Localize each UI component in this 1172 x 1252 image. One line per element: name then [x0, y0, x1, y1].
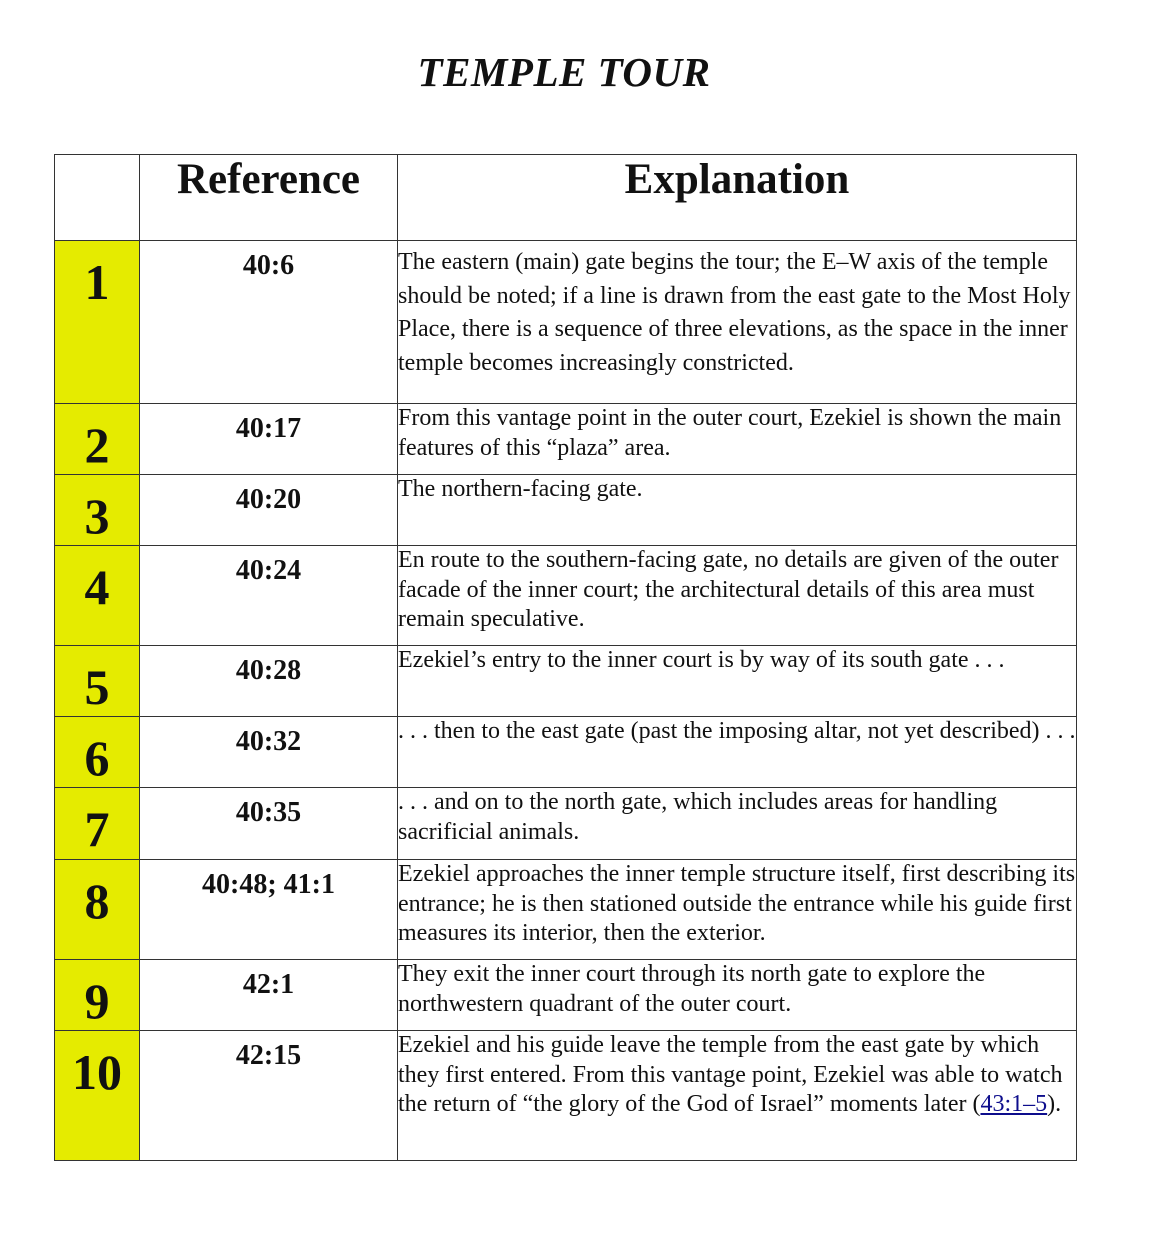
explanation-cell: . . . then to the east gate (past the imposing altar, not yet described) . . .: [398, 717, 1077, 788]
table-header-row: [55, 155, 1077, 241]
explanation-cell: From this vantage point in the outer court, Ezekiel is shown the main features of this “plaza” area.: [398, 404, 1077, 475]
table-row: [55, 646, 1077, 717]
step-number: 9: [84, 973, 110, 1029]
explanation-cell: . . . and on to the north gate, which includes areas for handling sacrificial animals.: [398, 788, 1077, 860]
temple-tour-table: [54, 154, 1077, 1161]
table-row: [55, 546, 1077, 646]
explanation-cell: The northern-facing gate.: [398, 475, 1077, 546]
step-number: 6: [84, 730, 110, 786]
explanation-cell: Ezekiel approaches the inner temple structure itself, first describing its entrance; he is then stationed outside the entrance while his guide first measures its interior, then the exterior.: [398, 860, 1077, 960]
step-number-cell: [55, 788, 140, 860]
reference-text: 40:17: [235, 413, 302, 444]
reference-text: 40:48; 41:1: [202, 869, 335, 900]
step-number-cell: [55, 860, 140, 960]
step-number: 10: [72, 1044, 122, 1100]
table-row: [55, 1031, 1077, 1161]
reference-cell: [140, 960, 398, 1031]
table-row: [55, 475, 1077, 546]
table-row: [55, 960, 1077, 1031]
reference-column-header: Reference: [140, 155, 398, 241]
table-row: [55, 860, 1077, 960]
number-column-header: [55, 155, 140, 241]
reference-cell: [140, 241, 398, 404]
reference-cell: [140, 788, 398, 860]
step-number: 4: [84, 559, 110, 615]
step-number: 2: [84, 417, 110, 473]
reference-cell: [140, 1031, 398, 1161]
step-number-cell: [55, 1031, 140, 1161]
step-number-cell: [55, 960, 140, 1031]
step-number: 8: [84, 873, 110, 929]
step-number-cell: [55, 717, 140, 788]
table-row: [55, 788, 1077, 860]
step-number: 5: [84, 659, 110, 715]
step-number-cell: [55, 404, 140, 475]
reference-cell: [140, 717, 398, 788]
step-number: 7: [84, 801, 110, 857]
reference-text: 42:15: [235, 1040, 302, 1071]
reference-text: 42:1: [242, 969, 295, 1000]
explanation-cell: [398, 1031, 1077, 1161]
page-title: TEMPLE TOUR: [417, 49, 711, 95]
reference-cell: [140, 646, 398, 717]
explanation-cell: Ezekiel’s entry to the inner court is by way of its south gate . . .: [398, 646, 1077, 717]
step-number-cell: [55, 546, 140, 646]
reference-cell: [140, 546, 398, 646]
reference-text: 40:6: [242, 250, 295, 281]
explanation-cell: En route to the southern-facing gate, no details are given of the outer facade of the inner court; the architectural details of this area must remain speculative.: [398, 546, 1077, 646]
reference-cell: [140, 475, 398, 546]
reference-text: 40:32: [235, 726, 302, 757]
step-number: 1: [84, 254, 110, 310]
reference-text: 40:35: [235, 797, 302, 828]
table-row: [55, 241, 1077, 404]
reference-cell: [140, 404, 398, 475]
reference-text: 40:20: [235, 484, 302, 515]
reference-text: 40:28: [235, 655, 302, 686]
explanation-column-header: Explanation: [398, 155, 1077, 241]
scripture-reference-link[interactable]: 43:1–5: [980, 1091, 1048, 1117]
explanation-cell: The eastern (main) gate begins the tour; the E–W axis of the temple should be noted; if a line is drawn from the east gate to the Most Holy Place, there is a sequence of three elevations, as the space in the inner temple becomes increasingly constricted.: [398, 241, 1077, 404]
step-number-cell: [55, 475, 140, 546]
reference-cell: [140, 860, 398, 960]
explanation-cell: They exit the inner court through its north gate to explore the northwestern quadrant of the outer court.: [398, 960, 1077, 1031]
step-number-cell: [55, 646, 140, 717]
table-row: [55, 717, 1077, 788]
explanation-text: Ezekiel and his guide leave the temple from the east gate by which they first entered. From this vantage point, Ezekiel was able to watch the return of “the glory of the God of Israel” moments later (: [398, 1032, 1063, 1117]
table-row: [55, 404, 1077, 475]
step-number-cell: [55, 241, 140, 404]
step-number: 3: [84, 488, 110, 544]
explanation-text-tail: ).: [1047, 1091, 1062, 1117]
reference-text: 40:24: [235, 555, 302, 586]
